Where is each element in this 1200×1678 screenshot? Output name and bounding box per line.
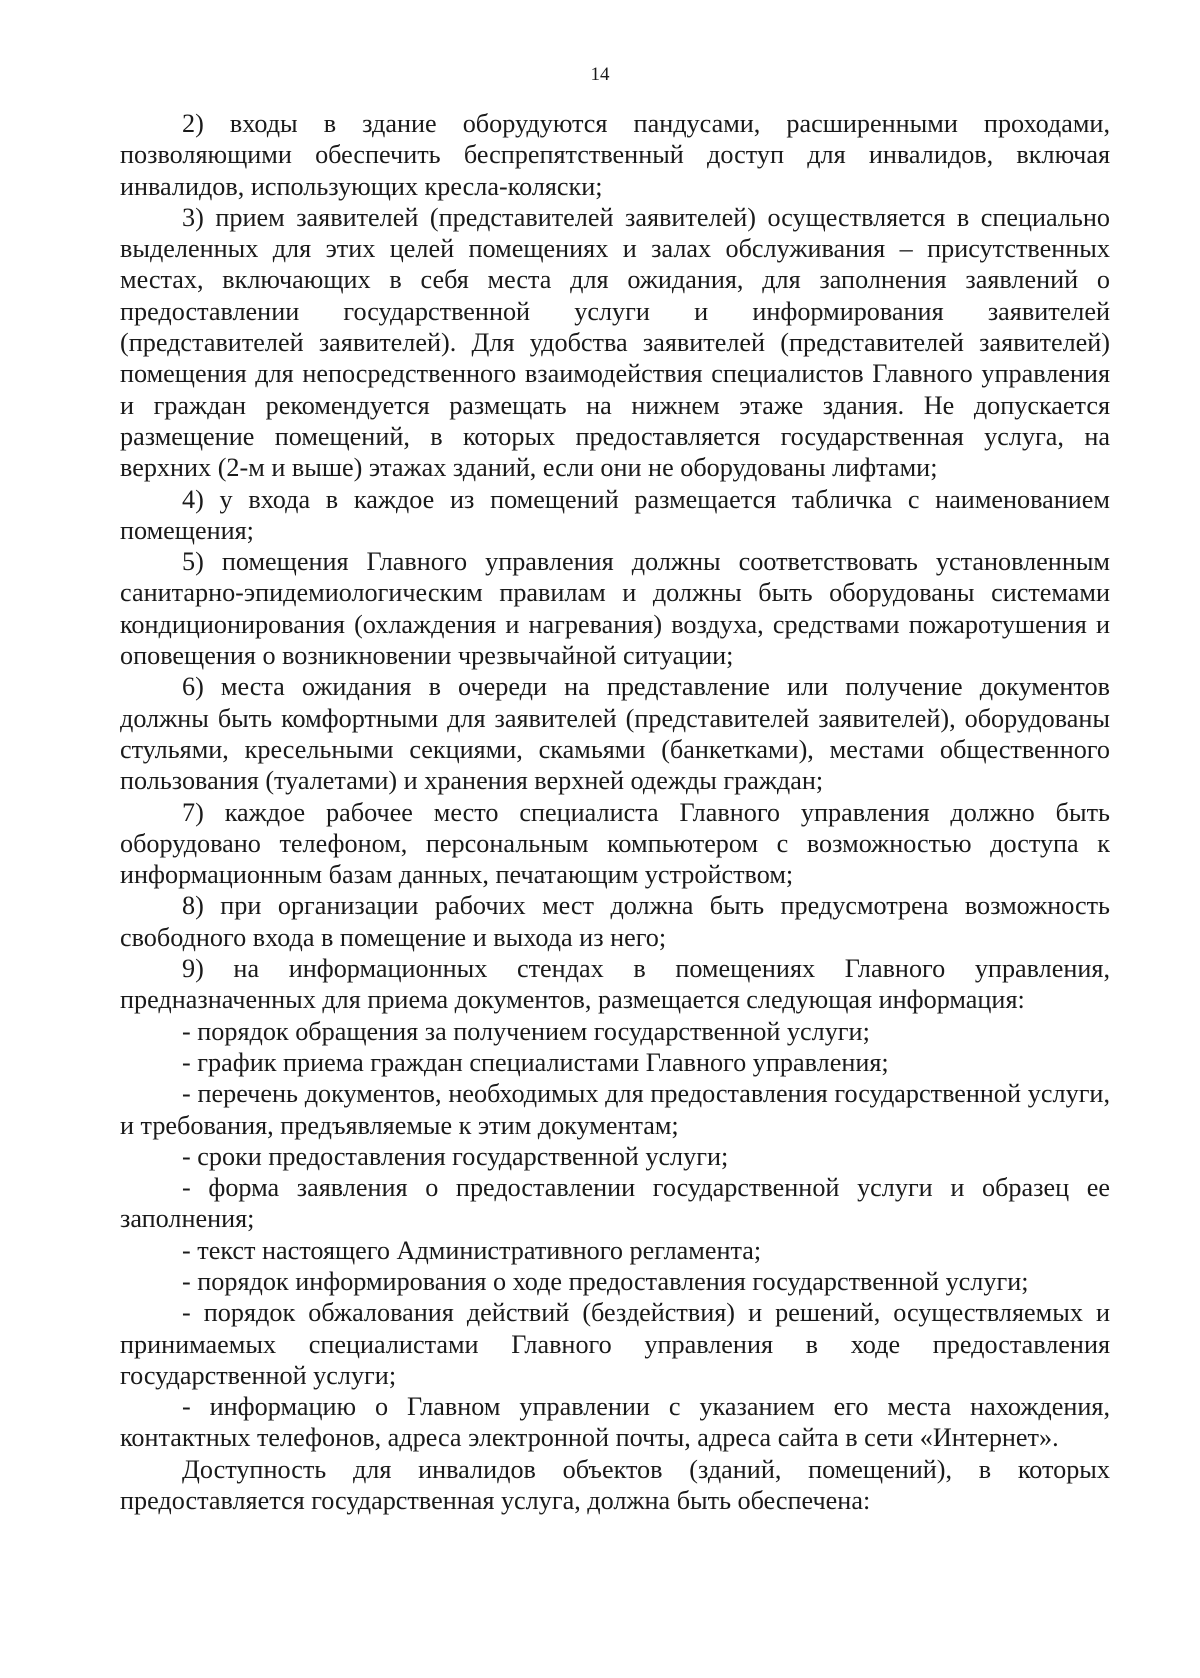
bullet-item: - порядок обращения за получением государственной услуги; xyxy=(182,1016,870,1046)
paragraph-item-5: 5) помещения Главного управления должны соответствовать установленным санитарно-эпидемиологическим правилам и должны быть оборудованы системами кондиционирования (охлаждения и нагревания) воздуха, средствами пожаротушения и оповещения о возникновении чрезвычайной ситуации; xyxy=(120,547,1110,671)
bullet-item: - график приема граждан специалистами Главного управления; xyxy=(182,1047,889,1077)
paragraph-item-3: 3) прием заявителей (представителей заявителей) осуществляется в специально выделенных для этих целей помещениях и залах обслуживания – присутственных местах, включающих в себя места для ожидания, для заполнения заявлений о предоставлении государственной услуги и информирования заявителей (представителей заявителей). Для удобства заявителей (представителей заявителей) помещения для непосредственного взаимодействия специалистов Главного управления и граждан рекомендуется размещать на нижнем этаже здания. Не допускается размещение помещений, в которых предоставляется государственная услуга, на верхних (2-м и выше) этажах зданий, если они не оборудованы лифтами; xyxy=(120,202,1110,483)
paragraph-item-2: 2) входы в здание оборудуются пандусами, расширенными проходами, позволяющими обеспечить беспрепятственный доступ для инвалидов, включая инвалидов, использующих кресла-коляски; xyxy=(120,109,1110,201)
paragraph-item-6: 6) места ожидания в очереди на представление или получение документов должны быть комфортными для заявителей (представителей заявителей), оборудованы стульями, кресельными секциями, скамьями (банкетками), местами общественного пользования (туалетами) и хранения верхней одежды граждан; xyxy=(120,672,1110,796)
paragraph-item-7: 7) каждое рабочее место специалиста Главного управления должно быть оборудовано телефоном, персональным компьютером с возможностью доступа к информационным базам данных, печатающим устройством; xyxy=(120,797,1110,890)
accessibility-paragraph: Доступность для инвалидов объектов (зданий, помещений), в которых предоставляется государственная услуга, должна быть обеспечена: xyxy=(120,1454,1110,1516)
paragraph-item-8: 8) при организации рабочих мест должна быть предусмотрена возможность свободного входа в помещение и выхода из него; xyxy=(120,891,1110,952)
paragraph-item-4: 4) у входа в каждое из помещений размещается табличка с наименованием помещения; xyxy=(120,484,1110,545)
bullet-item: - форма заявления о предоставлении государственной услуги и образец ее заполнения; xyxy=(120,1173,1110,1234)
bullet-item: - информацию о Главном управлении с указанием его места нахождения, контактных телефонов, адреса электронной почты, адреса сайта в сети «Интернет». xyxy=(120,1392,1110,1453)
paragraph-item-9: 9) на информационных стендах в помещениях Главного управления, предназначенных для приема документов, размещается следующая информация: xyxy=(120,954,1110,1015)
bullet-item: - текст настоящего Административного регламента; xyxy=(182,1235,762,1265)
bullet-item: - порядок информирования о ходе предоставления государственной услуги; xyxy=(182,1266,1029,1296)
page-number: 14 xyxy=(590,64,610,85)
bullet-item: - перечень документов, необходимых для предоставления государственной услуги, и требования, предъявляемые к этим документам; xyxy=(120,1079,1110,1140)
document-body xyxy=(120,108,1110,1516)
bullet-item: - сроки предоставления государственной услуги; xyxy=(182,1141,729,1171)
bullet-item: - порядок обжалования действий (бездействия) и решений, осуществляемых и принимаемых специалистами Главного управления в ходе предоставления государственной услуги; xyxy=(120,1298,1110,1390)
